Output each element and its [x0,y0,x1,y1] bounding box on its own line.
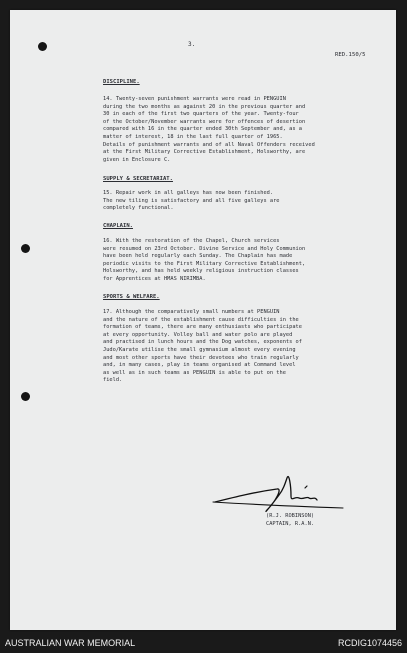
page-number: 3. [188,41,196,48]
punch-hole-icon [21,244,30,253]
footer-institution: AUSTRALIAN WAR MEMORIAL [5,638,136,648]
archive-footer [0,633,407,653]
punch-hole-icon [21,392,30,401]
document-page [10,10,396,630]
paragraph-17: 17. Although the comparatively small numbers at PENGUIN and the nature of the establishment cause difficulties in the formation of teams, there are many enthusiasts who participate at every opportunity. Volley ball and water polo are played and practised in lunch hours and the Dog watches, exponents of Judo/Karate utilise the small gymnasium almost every evening and most other sports have their devotees who train regularly and, in many cases, play in teams organised at Command level as well as in such teams as PENGUIN is able to put on the field. [103,309,302,384]
section-heading-chaplain: CHAPLAIN. [103,223,133,229]
paragraph-15: 15. Repair work in all galleys has now been finished. The new tiling is satisfactory and all five galleys are completely functional. [103,190,280,212]
section-heading-discipline: DISCIPLINE. [103,79,140,85]
reference-number: RED.150/5 [335,52,366,58]
signatory-title: CAPTAIN, R.A.N. [266,520,315,527]
paragraph-16: 16. With the restoration of the Chapel, Church services were resumed on 23rd October. Divine Service and Holy Communion have been held regularly each Sunday. The Chaplain has made periodic visits to the First Military Corrective Establishment, Holsworthy, and has held weekly religious instruction classes for Apprentices at HMAS NIRIMBA. [103,238,306,282]
footer-record-id: RCDIG1074456 [337,638,402,648]
signatory-name: (R.J. ROBINSON) [266,513,315,519]
paragraph-14: 14. Twenty-seven punishment warrants were read in PENGUIN during the two months as against 20 in the previous quarter and 30 in each of the first two quarters of the year. Twenty-four of the October/November warrants were for offences of desertion compared with 16 in the quarter ended 30th September and, as a matter of interest, 18 in the last full quarter of 1965. Details of punishment warrants and of all Naval Offenders received at the First Military Corrective Establishment, Holsworthy, are given in Enclosure C. [103,96,315,163]
section-heading-sports: SPORTS & WELFARE. [103,294,160,300]
handwritten-signature [205,462,355,522]
punch-hole-icon [38,42,47,51]
section-heading-supply: SUPPLY & SECRETARIAT. [103,176,173,182]
